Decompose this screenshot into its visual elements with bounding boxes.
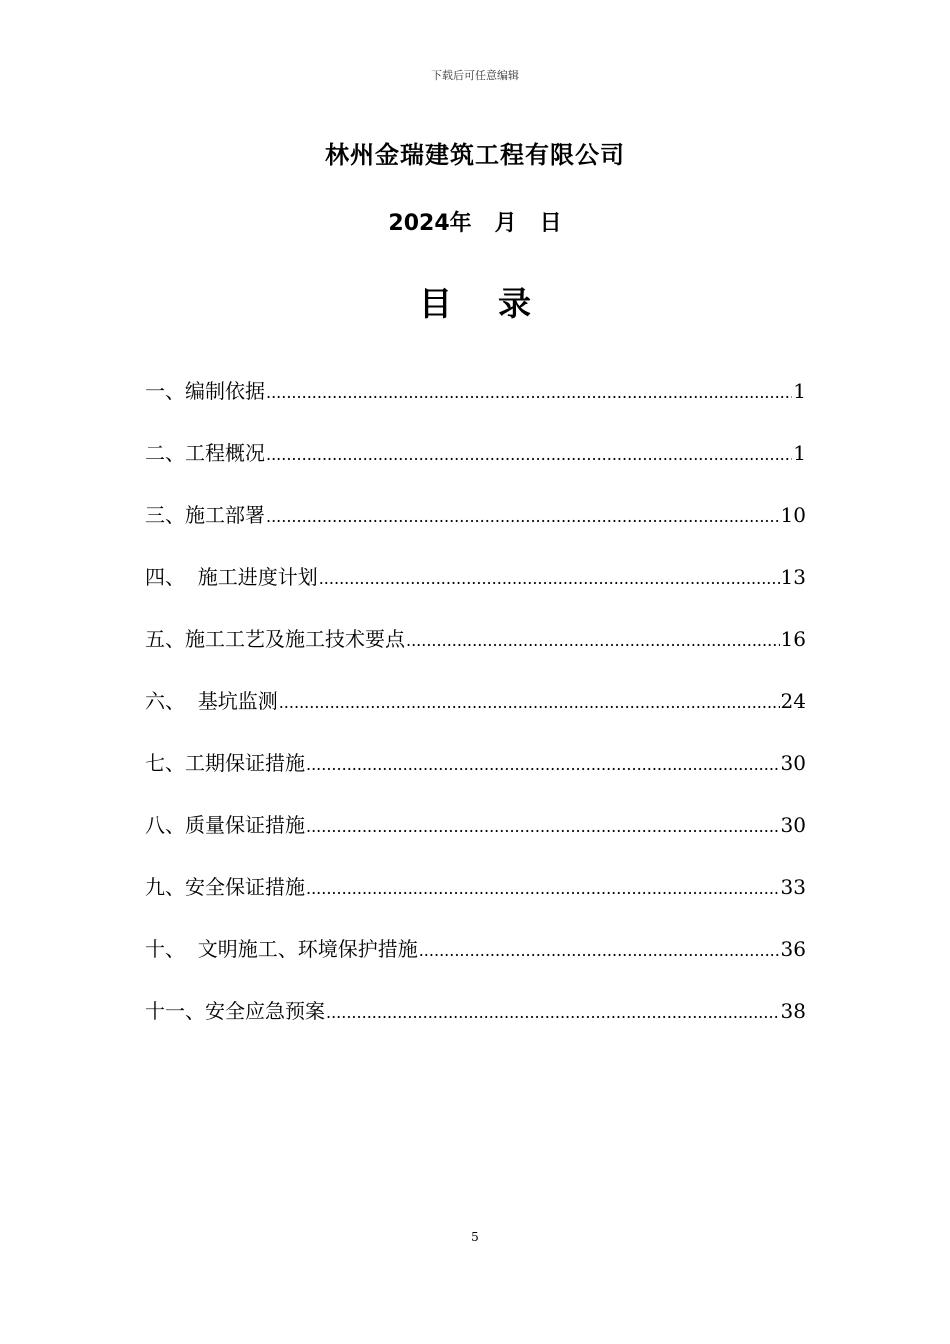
toc-entry-label: 一、编制依据	[145, 379, 265, 403]
toc-leader-dots	[306, 807, 780, 845]
toc-leader-dots	[419, 931, 780, 969]
toc-leader-dots	[266, 373, 792, 411]
table-of-contents	[145, 373, 806, 1055]
page-number: 5	[471, 1230, 479, 1244]
toc-entry-label: 十、 文明施工、环境保护措施	[145, 937, 418, 961]
toc-entry-page: 30	[780, 751, 806, 775]
toc-leader-dots	[306, 745, 780, 783]
toc-entry-label: 八、质量保证措施	[145, 813, 305, 837]
toc-entry-label: 五、施工工艺及施工技术要点	[145, 627, 405, 651]
toc-leader-dots	[326, 993, 780, 1031]
toc-entry[interactable]	[145, 745, 806, 807]
toc-entry[interactable]	[145, 435, 806, 497]
toc-entry-page: 38	[780, 999, 806, 1023]
toc-entry-page: 33	[780, 875, 806, 899]
toc-leader-dots	[406, 621, 780, 659]
toc-entry-page: 13	[780, 565, 806, 589]
toc-entry[interactable]	[145, 931, 806, 993]
toc-entry[interactable]	[145, 993, 806, 1055]
toc-entry[interactable]	[145, 869, 806, 931]
toc-leader-dots	[279, 683, 780, 721]
toc-entry[interactable]	[145, 497, 806, 559]
toc-entry-label: 九、安全保证措施	[145, 875, 305, 899]
toc-entry-page: 1	[793, 441, 806, 465]
toc-entry-page: 16	[780, 627, 806, 651]
toc-entry[interactable]	[145, 373, 806, 435]
toc-entry-label: 三、施工部署	[145, 503, 265, 527]
toc-title: 目 录	[419, 284, 531, 323]
page-header: 下载后可任意编辑	[431, 69, 519, 82]
toc-entry[interactable]	[145, 621, 806, 683]
toc-entry-page: 10	[780, 503, 806, 527]
toc-entry[interactable]	[145, 559, 806, 621]
toc-entry-page: 30	[780, 813, 806, 837]
toc-entry-label: 六、 基坑监测	[145, 689, 278, 713]
toc-leader-dots	[319, 559, 780, 597]
toc-entry-label: 四、 施工进度计划	[145, 565, 318, 589]
company-name: 林州金瑞建筑工程有限公司	[325, 141, 625, 169]
toc-entry-label: 二、工程概况	[145, 441, 265, 465]
toc-leader-dots	[266, 435, 792, 473]
toc-entry-page: 24	[780, 689, 806, 713]
toc-leader-dots	[266, 497, 780, 535]
toc-entry-label: 十一、安全应急预案	[145, 999, 325, 1023]
toc-entry[interactable]	[145, 683, 806, 745]
document-date: 2024年 月 日	[388, 211, 562, 236]
toc-leader-dots	[306, 869, 780, 907]
toc-entry-page: 1	[793, 379, 806, 403]
toc-entry[interactable]	[145, 807, 806, 869]
toc-entry-page: 36	[780, 937, 806, 961]
toc-entry-label: 七、工期保证措施	[145, 751, 305, 775]
